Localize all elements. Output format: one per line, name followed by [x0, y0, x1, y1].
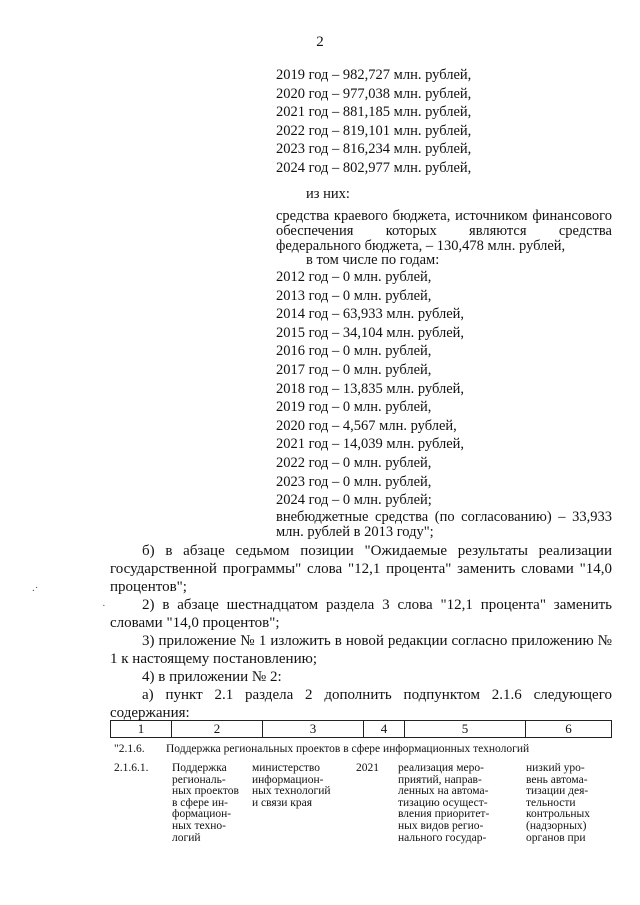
vnebudzhet-text: внебюджетные средства (по согласованию) – 33,933 млн. рублей в 2013 году"; [276, 509, 612, 540]
paragraph-2: 2) в абзаце шестнадцатом раздела 3 слова "12,1 процента" заменить словами "14,0 процентов"; [110, 597, 612, 632]
cell-line: ных технологий [252, 785, 331, 798]
year-line: 2017 год – 0 млн. рублей, [276, 361, 432, 378]
header-cell: 3 [263, 721, 364, 738]
year-line: 2024 год – 0 млн. рублей; [276, 492, 432, 509]
cell-line: вления приоритет- [398, 808, 490, 821]
year-line: 2018 год – 13,835 млн. рублей, [276, 380, 465, 397]
margin-mark: .· [32, 582, 39, 594]
cell-line: реализация меро- [398, 762, 484, 774]
cell-line: ленных на автома- [398, 785, 489, 798]
header-cell: 5 [405, 721, 526, 738]
margin-dot: · [102, 600, 106, 612]
cell-line: формацион- [172, 808, 232, 821]
row-2-1-6-number: "2.1.6. [114, 743, 145, 755]
year-line: 2013 год – 0 млн. рублей, [276, 287, 432, 304]
cell-line: тизации дея- [526, 785, 589, 798]
year-line: 2023 год – 816,234 млн. рублей, [276, 141, 472, 158]
paragraph-b: б) в абзаце седьмом позиции "Ожидаемые результаты реализации государственной программы" слова "12,1 процента" заменить словами "14,0 процентов"; [110, 543, 612, 596]
kraevoy-budget-text: средства краевого бюджета, источником финансового обеспечения которых являются средства федерального бюджета, – 130,478 млн. рублей, [276, 208, 612, 254]
cell-line: вень автома- [526, 773, 588, 786]
year-line: 2019 год – 982,727 млн. рублей, [276, 67, 472, 83]
year-line: 2022 год – 0 млн. рублей, [276, 454, 432, 471]
table-header [110, 720, 612, 738]
row-2-1-6-1-col4: 2021 [356, 762, 379, 774]
page-number: 2 [316, 34, 324, 50]
cell-line: тельности [526, 796, 576, 809]
paragraph-4: 4) в приложении № 2: [142, 669, 282, 685]
iz-nih-label: из них: [306, 186, 350, 202]
years-list-2 [276, 268, 616, 510]
cell-line: в сфере ин- [172, 796, 228, 809]
cell-line: низкий уро- [526, 762, 585, 774]
year-line: 2014 год – 63,933 млн. рублей, [276, 306, 465, 323]
year-line: 2023 год – 0 млн. рублей, [276, 473, 432, 490]
cell-line: тизацию осущест- [398, 796, 488, 809]
row-2-1-6-1-col2 [172, 763, 252, 844]
cell-line: ных проектов [172, 785, 239, 798]
row-2-1-6-1-col3 [252, 763, 352, 809]
year-line: 2020 год – 4,567 млн. рублей, [276, 417, 457, 434]
cell-line: нального государ- [398, 831, 487, 844]
year-line: 2016 год – 0 млн. рублей, [276, 343, 432, 360]
row-2-1-6-1-col5 [398, 763, 516, 844]
cell-line: региональ- [172, 773, 226, 786]
years-list-1 [276, 66, 616, 178]
cell-line: органов при [526, 831, 586, 844]
row-2-1-6-title: Поддержка региональных проектов в сфере информационных технологий [166, 743, 530, 755]
cell-line: информацион- [252, 773, 324, 786]
cell-line: Поддержка [172, 762, 227, 774]
header-cell: 2 [172, 721, 263, 738]
cell-line: и связи края [252, 796, 313, 809]
cell-line: ных видов регио- [398, 819, 484, 832]
row-2-1-6-1-number: 2.1.6.1. [114, 762, 149, 774]
paragraph-a: а) пункт 2.1 раздела 2 дополнить подпунктом 2.1.6 следующего содержания: [110, 687, 612, 722]
cell-line: ных техно- [172, 819, 226, 832]
year-line: 2024 год – 802,977 млн. рублей, [276, 159, 472, 176]
cell-line: министерство [252, 762, 320, 774]
cell-line: (надзорных) [526, 819, 587, 832]
paragraph-3: 3) приложение № 1 изложить в новой редакции согласно приложению № 1 к настоящему постановлению; [110, 633, 612, 668]
year-line: 2021 год – 14,039 млн. рублей, [276, 436, 465, 453]
cell-line: логий [172, 831, 201, 844]
year-line: 2021 год – 881,185 млн. рублей, [276, 104, 472, 121]
year-line: 2020 год – 977,038 млн. рублей, [276, 85, 472, 102]
cell-line: контрольных [526, 808, 591, 821]
cell-line: приятий, направ- [398, 773, 482, 786]
year-line: 2015 год – 34,104 млн. рублей, [276, 324, 465, 341]
row-2-1-6-1-col6 [526, 763, 616, 844]
year-line: 2022 год – 819,101 млн. рублей, [276, 122, 472, 139]
year-line: 2019 год – 0 млн. рублей, [276, 399, 432, 416]
year-line: 2012 год – 0 млн. рублей, [276, 269, 432, 285]
header-cell: 4 [364, 721, 405, 738]
v-tom-chisle-label: в том числе по годам: [306, 252, 440, 268]
header-cell: 6 [526, 721, 612, 738]
header-cell: 1 [111, 721, 172, 738]
